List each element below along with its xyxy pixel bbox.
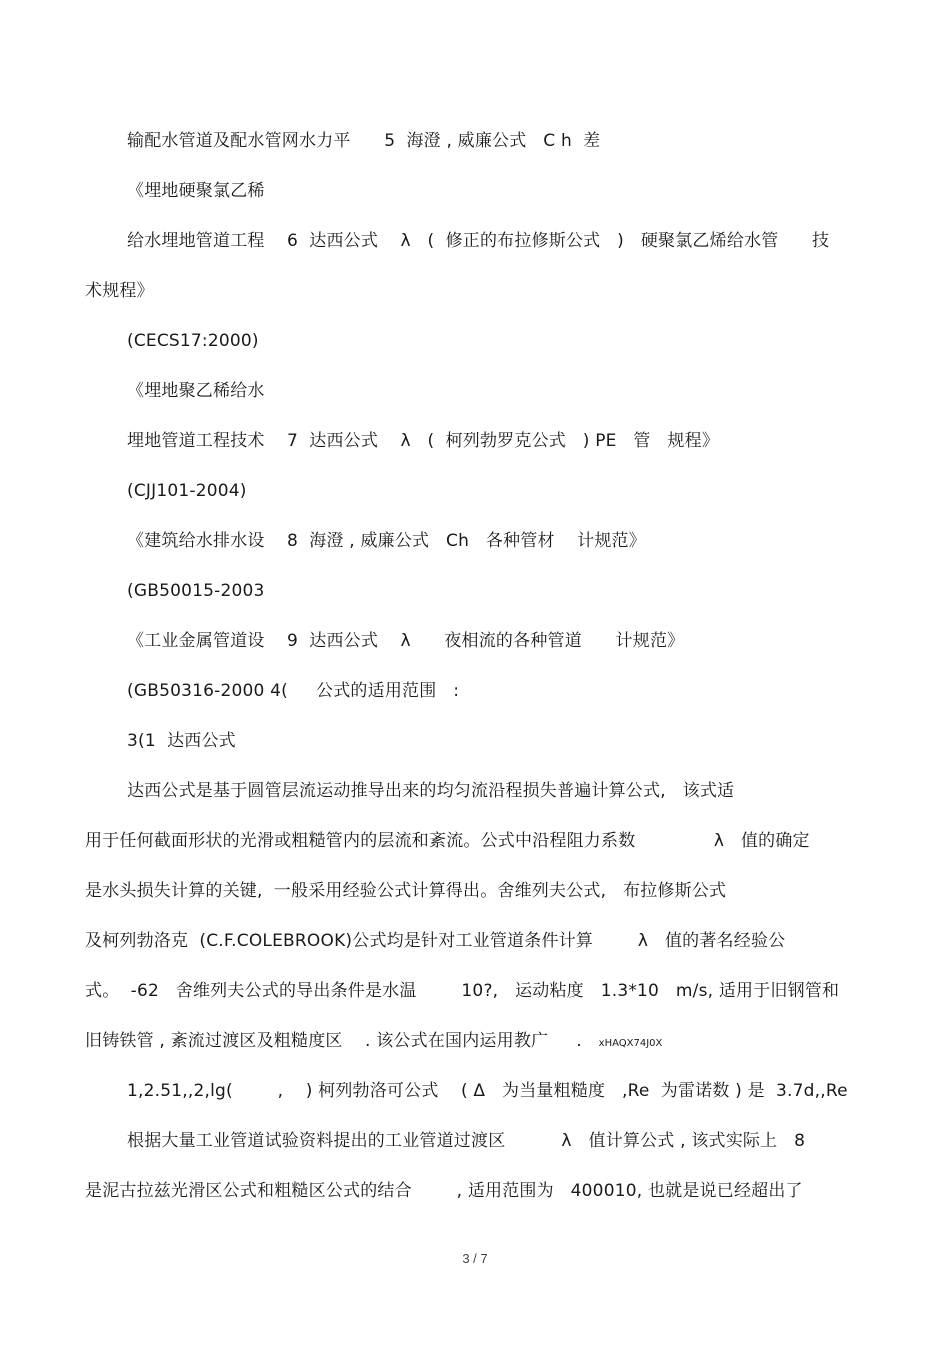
text-line: 术规程》 [85,281,154,301]
text-line: 《埋地硬聚氯乙稀 [127,181,265,201]
paragraph-line: 及柯列勃洛克 (C.F.COLEBROOK)公式均是针对工业管道条件计算 λ 值的著名经验公 [85,931,786,951]
watermark-code: xHAQX74J0X [598,1038,663,1049]
text-line: (CECS17:2000) [127,331,259,351]
text-line: 《工业金属管道设 9 达西公式 λ 夜相流的各种管道 计规范》 [127,631,685,651]
paragraph-text: 旧铸铁管 , 紊流过渡区及粗糙度区 . 该公式在国内运用教广 . [85,1031,582,1051]
text-line: (CJJ101-2004) [127,481,247,501]
text-line: 《建筑给水排水设 8 海澄 , 威廉公式 Ch 各种管材 计规范》 [127,531,646,551]
paragraph-line: 达西公式是基于圆管层流运动推导出来的均匀流沿程损失普遍计算公式, 该式适 [127,781,735,801]
page-number: 3 / 7 [462,1251,488,1266]
paragraph-line: 用于任何截面形状的光滑或粗糙管内的层流和紊流。公式中沿程阻力系数 λ 值的确定 [85,831,810,851]
paragraph-line: 式。 -62 舍维列夫公式的导出条件是水温 10?, 运动粘度 1.3*10 m/s, 适用于旧钢管和 [85,981,840,1001]
text-line: (GB50015-2003 [127,581,265,601]
paragraph-line: 是水头损失计算的关键, 一般采用经验公式计算得出。舍维列夫公式, 布拉修斯公式 [85,881,727,901]
text-line: (GB50316-2000 4( 公式的适用范围 : [127,681,460,701]
text-line: 输配水管道及配水管网水力平 5 海澄 , 威廉公式 C h 差 [127,131,601,151]
paragraph-line [85,1030,662,1055]
formula-line: 1,2.51,,2,lg( , ) 柯列勃洛可公式 ( Δ 为当量粗糙度 ,Re 为雷诺数 ) 是 3.7d,,Re [127,1081,848,1101]
section-heading: 3(1 达西公式 [127,731,236,751]
text-line: 给水埋地管道工程 6 达西公式 λ ( 修正的布拉修斯公式 ) 硬聚氯乙烯给水管 技 [127,231,830,251]
paragraph-line: 根据大量工业管道试验资料提出的工业管道过渡区 λ 值计算公式 , 该式实际上 8 [127,1131,806,1151]
text-line: 《埋地聚乙稀给水 [127,381,265,401]
paragraph-line: 是泥古拉兹光滑区公式和粗糙区公式的结合 , 适用范围为 400010, 也就是说已经超出了 [85,1181,803,1201]
text-line: 埋地管道工程技术 7 达西公式 λ ( 柯列勃罗克公式 ) PE 管 规程》 [127,431,720,451]
